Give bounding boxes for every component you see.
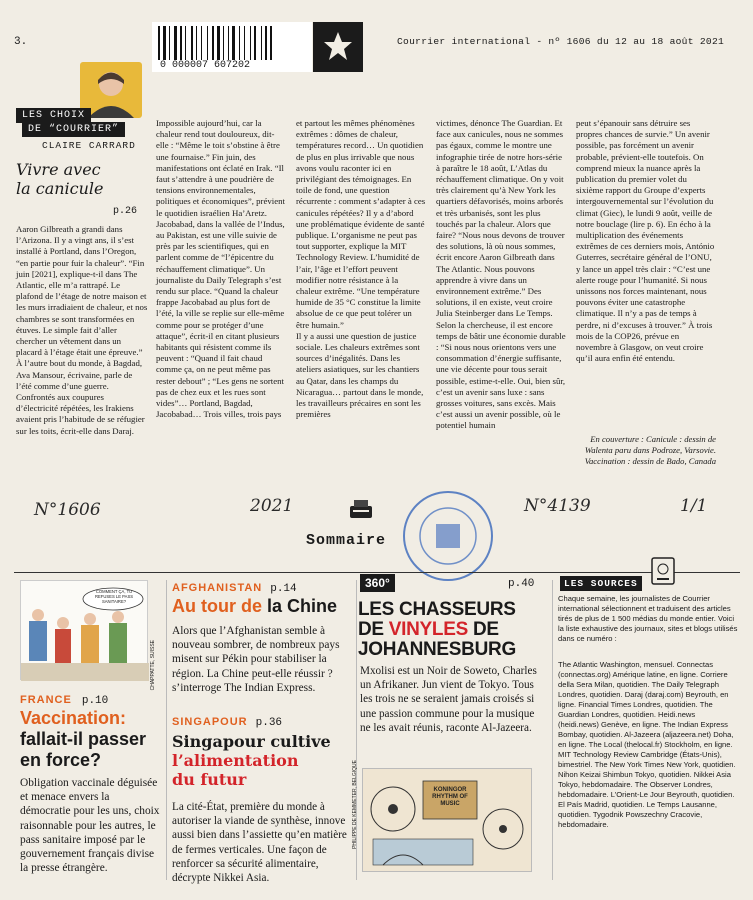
barcode-bar xyxy=(207,26,208,60)
barcode-bar xyxy=(158,26,160,60)
col2-para1: Impossible aujourd’hui, car la chaleur rend tout douloureux, dit-elle : “Même le toit s’obstine à être une fournaise.” Fin juin, des manifestations ont éclaté en Irak. “Il faut s’attendre à une poudrière de tensions environnementales, politiques et économiques”, prévient le quotidien israélien Ha’Aretz. Jacobabad, dans la vallée de l’Indus, au Pakistan, est une ville suivie de près par les scientifiques, qui en parlent comme de “l’épicentre du réchauffement climatique”. Un journaliste du Daily Telegraph s’est rendu sur place. “Quand la chaleur frappe Jacobabad au plus fort de l’été, la ville se replie sur elle-même comme pour se protéger d’une attaque”, écrit-il en citant plusieurs habitants qui résistent comme ils peuvent : “Quand il fait chaud comme ça, on ne peut même pas rester debout” ; “Les gens ne sortent pas de chez eux et les rues sont vides”… Portland, Bagdad, Jacobabad… Trois villes, trois pays xyxy=(156,118,285,420)
col-divider-1 xyxy=(166,580,167,880)
france-cartoon xyxy=(20,580,148,680)
afghanistan-page: p.14 xyxy=(270,583,297,595)
col1-para1: Aaron Gilbreath a grandi dans l’Arizona. Il y a vingt ans, il s’est installé à Portland, dans l’Oregon, “en partie pour fuir la chaleur”. “Fin juin [2021], explique-t-il dans The Atlantic, elle m’a rattrapé. Le plafond de l’étage de notre maison et les murs irradiaient de chaleur, et nos chambres se sont transformées en étuves. Le simple fait d’aller chercher un vêtement dans un placard à l’étage était une épreuve.” xyxy=(16,224,148,358)
france-heading xyxy=(20,690,108,708)
barcode-number: 0 000007 607202 xyxy=(160,60,251,71)
column-page-ref: p.26 xyxy=(113,206,138,217)
afghanistan-title: Au tour de la Chine xyxy=(172,596,338,616)
handwritten-number: N°4139 xyxy=(524,496,591,516)
sommaire-title: Sommaire xyxy=(306,532,387,549)
barcode-bar xyxy=(163,26,166,60)
barcode-bar xyxy=(217,26,220,60)
barcode-bar xyxy=(270,26,272,60)
france-section: FRANCE xyxy=(20,694,72,706)
masthead: Courrier international - nº 1606 du 12 au 18 août 2021 xyxy=(397,36,725,47)
vinyles-title: LES CHASSEURS DE VINYLES DE JOHANNESBURG xyxy=(358,599,516,660)
barcode-bar xyxy=(250,26,251,60)
france-title: Vaccination: fallait-il passer en force? xyxy=(20,708,147,770)
singapour-page: p.36 xyxy=(255,717,283,729)
singapour-body: La cité-État, première du monde à autoriser la viande de synthèse, innove aussi bien dans l’assiette qu’en matière de fermes verticales. Une façon de renforcer sa sécurité alimentaire, décrypte Nikkei Asia. xyxy=(172,801,347,885)
barcode-bar xyxy=(261,26,262,60)
editorial-col-3 xyxy=(296,118,426,420)
editorial-col-5 xyxy=(576,118,716,364)
vinyles-illustration xyxy=(362,768,532,872)
barcode-bar xyxy=(174,26,177,60)
col3-para1: et partout les mêmes phénomènes extrêmes : dômes de chaleur, températures record… Un quotidien de plus en plus irrivable que nous avons voulu raconter ici en privilégiant des témoignages. En toile de fond, une question récurrente : comment s’adapter à ces canicules répétées? Il y a d’abord une problématique évidente de santé publique. L’organisme ne peut pas tout supporter, explique la MIT Technology Review. L’humidité de l’air, l’âge et l’effort peuvent modifier notre résistance à la chaleur extrême. “Une température humide de 35 °C constitue la limite absolue de ce que peut tolérer un être humain.” xyxy=(296,118,426,330)
sommaire-rule xyxy=(14,572,740,573)
france-cartoon-credit: CHAPPATTE, SUISSE xyxy=(150,640,156,691)
column-title: Vivre avec la canicule xyxy=(16,160,104,198)
singapour-heading xyxy=(172,712,282,730)
library-stamp xyxy=(400,488,496,584)
typewriter-icon xyxy=(348,498,374,522)
barcode-bar xyxy=(201,26,202,60)
badge-360: 360° xyxy=(360,574,395,592)
singapour-section: SINGAPOUR xyxy=(172,716,248,728)
col3-para2: Il y a aussi une question de justice sociale. Les chaleurs extrêmes sont sources d’inégalités. Dans les ateliers asiatiques, sur les chantiers au Qatar, dans les champs du Nicaragua… partout dans le monde, les travailleurs précaires en sont les premières xyxy=(296,330,424,420)
france-page: p.10 xyxy=(81,695,109,707)
vinyles-credit: PHILIPPE DE KEMMETER, BELGIQUE xyxy=(352,760,358,849)
handwritten-year: 2021 xyxy=(250,496,294,516)
page-number: 3. xyxy=(14,36,28,48)
cover-credit: En couverture : Canicule : dessin de Walenta paru dans Podroze, Varsovie. Vaccination : dessin de Bado, Canada xyxy=(584,434,716,466)
choice-label-2: DE “COURRIER” xyxy=(22,122,125,137)
sources-title: LES SOURCES xyxy=(560,576,642,591)
author-name: CLAIRE CARRARD xyxy=(42,140,136,151)
editorial-col-4 xyxy=(436,118,566,432)
barcode-bar xyxy=(196,26,197,60)
col1-para2: À l’autre bout du monde, à Bagdad, Ava Mansour, écrivaine, parle de l’été comme d’une guerre. Confrontés aux coupures d’électricité répétées, les Irakiens avaient pris l’habitude de se réfugier sur les toits, écrit-elle dans Daraj. xyxy=(16,358,145,436)
afghanistan-heading xyxy=(172,578,297,596)
barcode-bar xyxy=(169,26,170,60)
editorial-col-2 xyxy=(156,118,286,420)
choice-label: LES CHOIX xyxy=(16,108,91,123)
vinyles-body: Mxolisi est un Noir de Soweto, Charles un Afrikaner. Jun vient de Tokyo. Tous les trois ne se seraient jamais croisés si une passion commune pour la musique ne les avait réunis, raconte Al-Jazeera. xyxy=(360,665,537,734)
france-body: Obligation vaccinale déguisée et menace envers la démocratie pour les uns, choix raisonnable pour les autres, le pass sanitaire imposé par le gouvernement français divise la presse étrangère. xyxy=(20,777,160,875)
barcode-bar xyxy=(254,26,256,60)
barcode-bar xyxy=(239,26,240,60)
col4-para1: victimes, dénonce The Guardian. Et face aux canicules, nous ne sommes pas égaux, comme le montre une infographie tirée de notre hors-série à paraître le 18 août, L’Atlas du réchauffement climatique. On y voit très clairement qu’à New York les quartiers défavorisés, moins arborés et très urbanisés, sont les plus touchés par la chaleur. Alors que faire? “Nous nous devons de trouver des solutions, là où nous sommes, écrit encore Aaron Gilbreath dans The Atlantic. Nous pouvons apprendre à vivre dans un environnement extrême.” Des solutions, il en existe, veut croire Julia Steinberger dans Le Temps. Selon la chercheuse, il est encore temps de bâtir une économie durable : “Si nous nous orientons vers une consommation d’énergie suffisante, une vie décente pour tous serait possible, estime-t-elle. Oui, bien sûr, c’est un avenir sans luxe : sans grosses voitures, sans excès. Mais c’est aussi un avenir possible, où le potentiel humain xyxy=(436,118,566,431)
vinyles-page: p.40 xyxy=(508,578,535,590)
barcode-bar xyxy=(191,26,193,60)
col5-para1: peut s’épanouir sans détruire ses propres chances de survie.” Un avenir possible, pas forcément un avenir probable, prévient-elle toutefois. On comprend mieux la nuance après la publication du premier volet du sixième rapport du Groupe d’experts intergouvernemental sur l’évolution du climat (Giec), le lundi 9 août, veille de notre bouclage (lire p. 6). En écho à la multiplication des événements extrêmes de ces derniers mois, António Guterres, secrétaire général de l’ONU, y lance un appel très clair : “C’est une alerte rouge pour l’humanité. Si nous unissons nos forces maintenant, nous pouvons éviter une catastrophe climatique. Il n’y a pas de temps à perdre, ni d’excuses à trouver.” À trois mois de la COP26, prévue en novembre à Glasgow, on veut croire qu’il aura enfin été entendu. xyxy=(576,118,715,364)
handwritten-fraction: 1/1 xyxy=(680,496,708,516)
barcode-bar xyxy=(228,26,229,60)
barcode-bar xyxy=(244,26,245,60)
sources-intro: Chaque semaine, les journalistes de Courrier international sélectionnent et traduisent des articles tirés de plus de 1 500 médias du monde entier. Voici la liste exhaustive des journaux, sites et blogs utilisés dans ce numéro : xyxy=(558,594,738,643)
barcode-bar xyxy=(223,26,224,60)
afghanistan-body: Alors que l’Afghanistan semble à nouveau sombrer, de nombreux pays misent sur Pékin pour stabiliser la région. La Chine peut-elle réussir ? s’interroge The Indian Express. xyxy=(172,625,340,694)
barcode-bar xyxy=(232,26,235,60)
editorial-col-1 xyxy=(16,224,148,437)
col-divider-3 xyxy=(552,580,553,880)
afghanistan-section: AFGHANISTAN xyxy=(172,582,263,594)
barcode-bar xyxy=(212,26,214,60)
sources-list: The Atlantic Washington, mensuel. Connectas (connectas.org) Amérique latine, en ligne. Corriere della Sera Milan, quotidien. The Daily Telegraph Londres, quotidien. Daraj (daraj.com) Beyrouth, en ligne. Financial Times Londres, quotidien. The Guardian Londres, quotidien. Heidi.news (heidi.news) Genève, en ligne. The Indian Express Bombay, quotidien. Al-Jazeera (aljazeera.net) Doha, en ligne. The Local (thelocal.fr) Stockholm, en ligne. MIT Technology Review Cambridge (États-Unis), bimestriel. The New York Times New York, quotidien. Nihon Keizai Shimbun Tokyo, quotidien. Nikkei Asia Tokyo, hebdomadaire. The Observer Londres, hebdomadaire. L’Orient-Le Jour Beyrouth, quotidien. El País Madrid, quotidien. Le Temps Lausanne, quotidien. Tygodnik Powszechny Cracovie, hebdomadaire. xyxy=(558,660,736,829)
logo-icon xyxy=(313,22,363,72)
barcode-bar xyxy=(180,26,182,60)
vinyles-illustration-text: KONINGOR RHYTHM OF MUSIC xyxy=(432,787,468,807)
singapour-title: Singapour cultive l’alimentation du futur xyxy=(172,732,331,789)
passport-icon xyxy=(648,556,680,586)
cartoon-bubble-text: COMMENT ÇA, TU REFUSES LE PASS SANITAIRE? xyxy=(94,589,134,604)
barcode-bar xyxy=(265,26,267,60)
barcode-bar xyxy=(185,26,186,60)
handwritten-issue: N°1606 xyxy=(34,500,101,520)
